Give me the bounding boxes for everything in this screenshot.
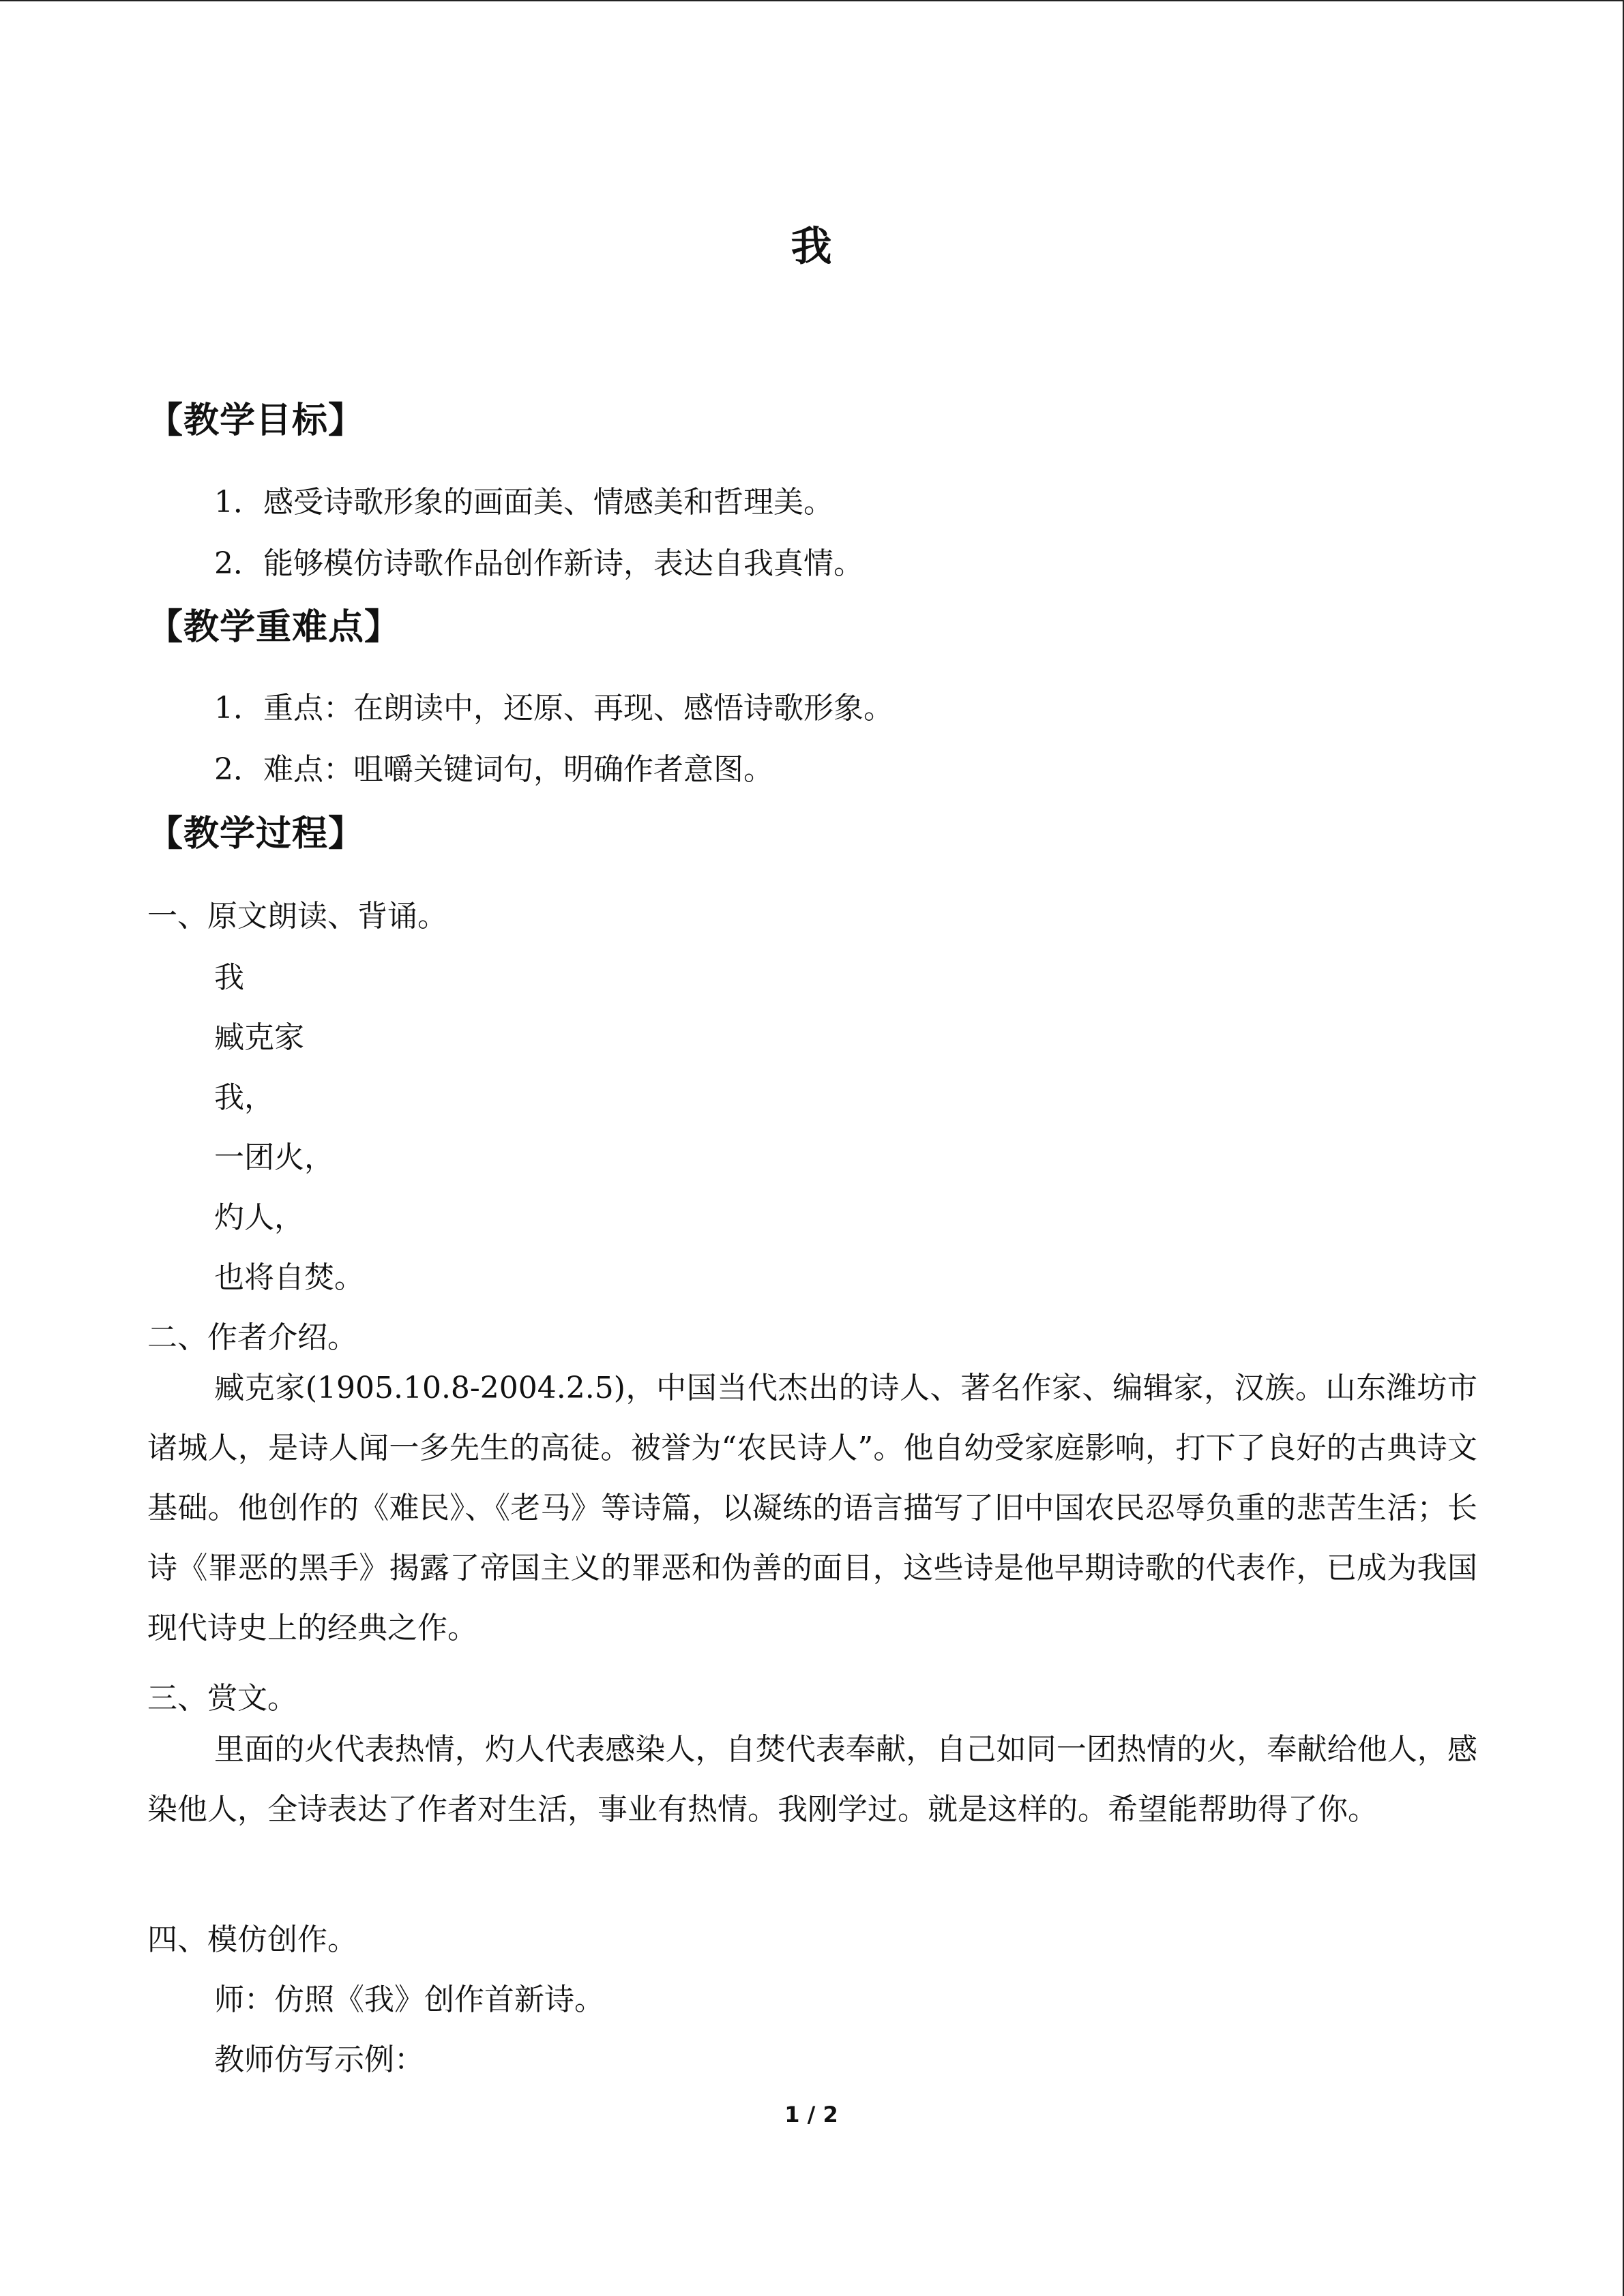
document-title: 我 bbox=[791, 223, 832, 271]
key-point-item-2: 2．难点：咀嚼关键词句，明确作者意图。 bbox=[214, 752, 773, 787]
heading-key-points: 【教学重难点】 bbox=[147, 607, 401, 648]
page-number: 1 / 2 bbox=[784, 2102, 838, 2128]
heading-objectives: 【教学目标】 bbox=[147, 400, 365, 441]
poem-line-2: 臧克家 bbox=[214, 1020, 304, 1055]
heading-process: 【教学过程】 bbox=[147, 814, 365, 854]
step-2-title: 二、作者介绍。 bbox=[147, 1320, 357, 1355]
teacher-instruction: 师：仿照《我》创作首新诗。 bbox=[214, 1982, 604, 2017]
step-4-title: 四、模仿创作。 bbox=[147, 1922, 357, 1957]
objective-item-1: 1．感受诗歌形象的画面美、情感美和哲理美。 bbox=[214, 485, 833, 520]
step-1-title: 一、原文朗读、背诵。 bbox=[147, 899, 447, 934]
appreciation-paragraph: 里面的火代表热情，灼人代表感染人，自焚代表奉献，自己如同一团热情的火，奉献给他人，感染他人，全诗表达了作者对生活，事业有热情。我刚学过。就是这样的。希望能帮助得了你。 bbox=[147, 1732, 1477, 1827]
poem-line-1: 我 bbox=[214, 960, 244, 995]
key-point-item-1: 1．重点：在朗读中，还原、再现、感悟诗歌形象。 bbox=[214, 691, 894, 726]
poem-line-4: 一团火， bbox=[214, 1140, 334, 1175]
poem-line-5: 灼人， bbox=[214, 1200, 304, 1235]
poem-line-3: 我， bbox=[214, 1080, 274, 1115]
teacher-example-label: 教师仿写示例： bbox=[214, 2042, 424, 2077]
step-3-title: 三、赏文。 bbox=[147, 1681, 297, 1716]
objective-item-2: 2．能够模仿诗歌作品创作新诗，表达自我真情。 bbox=[214, 546, 863, 581]
poem-line-6: 也将自焚。 bbox=[214, 1260, 364, 1295]
author-intro-paragraph: 臧克家(1905.10.8-2004.2.5)，中国当代杰出的诗人、著名作家、编辑家，汉族。山东潍坊市诸城人，是诗人闻一多先生的高徒。被誉为“农民诗人”。他自幼受家庭影响，打下了良好的古典诗文基础。他创作的《难民》、《老马》等诗篇，以凝练的语言描写了旧中国农民忍辱负重的悲苦生活；长诗《罪恶的黑手》揭露了帝国主义的罪恶和伪善的面目，这些诗是他早期诗歌的代表作，已成为我国现代诗史上的经典之作。 bbox=[147, 1371, 1477, 1645]
